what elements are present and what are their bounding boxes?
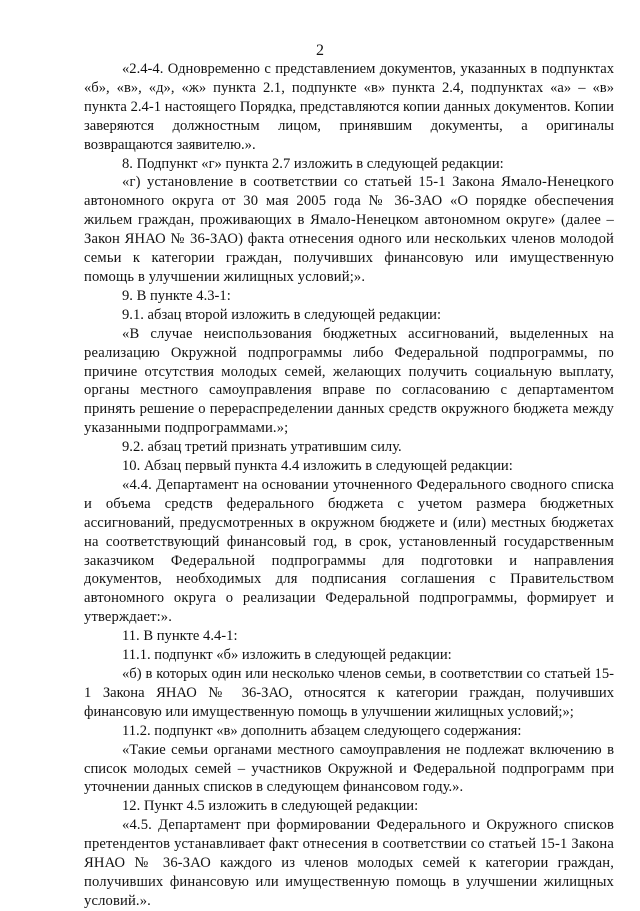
paragraph-item-11-2: 11.2. подпункт «в» дополнить абзацем следующего содержания: [122,722,522,739]
paragraph-item-9-1: 9.1. абзац второй изложить в следующей редакции: [122,306,442,323]
document-body [84,60,614,911]
paragraph-item-9: 9. В пункте 4.3-1: [122,287,231,304]
paragraph-item-12: 12. Пункт 4.5 изложить в следующей редакции: [122,798,419,815]
paragraph-4-4-text: «4.4. Департамент на основании уточненного Федерального сводного списка и объема средств федерального бюджета с учетом размера бюджетных ассигнований, предусмотренных в окружном бюджете и (или) местных бюджетах на соответствующий финансовый год, в срок, установленный государственным заказчиком Федеральной подпрограммы для подготовки и направления документов, необходимых для подписания соглашения с Правительством автономного округа о реализации Федеральной подпрограммы, формирует и утверждает:». [84,476,614,626]
page-number: 2 [316,42,324,59]
paragraph-item-11-1: 11.1. подпункт «б» изложить в следующей редакции: [122,647,452,664]
paragraph-subitem-b-text: «б) в которых один или несколько членов семьи, в соответствии со статьей 15-1 Закона ЯНАО № 36-ЗАО, относятся к категории граждан, получивших финансовую или имущественную помощь в улучшении жилищных условий;»; [84,666,614,720]
paragraph-2-4-4-text: «2.4-4. Одновременно с представлением документов, указанных в подпунктах «б», «в», «д», «ж» пункта 2.1, подпункте «в» пункта 2.4, подпунктах «а» – «в» пункта 2.4-1 настоящего Порядка, представляются копии данных документов. Копии заверяются должностным лицом, принявшим документы, а оригиналы возвращаются заявителю.». [84,61,614,153]
paragraph-9-1-text: «В случае неиспользования бюджетных ассигнований, выделенных на реализацию Окружной подпрограммы либо Федеральной подпрограммы, по причине отсутствия молодых семей, желающих получить социальную выплату, органы местного самоуправления вправе по согласованию с департаментом принять решение о перераспределении данных средств окружного бюджета между указанными подпрограммами.»; [84,325,614,437]
paragraph-item-10: 10. Абзац первый пункта 4.4 изложить в следующей редакции: [122,458,513,475]
paragraph-subitem-g-text: «г) установление в соответствии со статьей 15-1 Закона Ямало-Ненецкого автономного округа от 30 мая 2005 года № 36-ЗАО «О порядке обеспечения жильем граждан, проживающих в Ямало-Ненецком автономном округе» (далее – Закон ЯНАО № 36-ЗАО) факта отнесения одного или нескольких членов молодой семьи к категории граждан, получивших финансовую или имущественную помощь в улучшении жилищных условий;». [84,174,614,285]
paragraph-subitem-v-text: «Такие семьи органами местного самоуправления не подлежат включению в список молодых семей – участников Окружной и Федеральной подпрограмм при уточнении данных списков в следующем финансовом году.». [84,741,614,796]
paragraph-item-9-2: 9.2. абзац третий признать утратившим силу. [122,439,402,456]
paragraph-item-8: 8. Подпункт «г» пункта 2.7 изложить в следующей редакции: [122,155,504,172]
paragraph-item-11: 11. В пункте 4.4-1: [122,628,238,645]
paragraph-4-5-text: «4.5. Департамент при формировании Федерального и Окружного списков претендентов устанавливает факт отнесения в соответствии со статьей 15-1 Закона ЯНАО № 36-ЗАО каждого из членов молодых семей к категории граждан, получивших финансовую или имущественную помощь в улучшении жилищных условий.». [84,817,614,909]
